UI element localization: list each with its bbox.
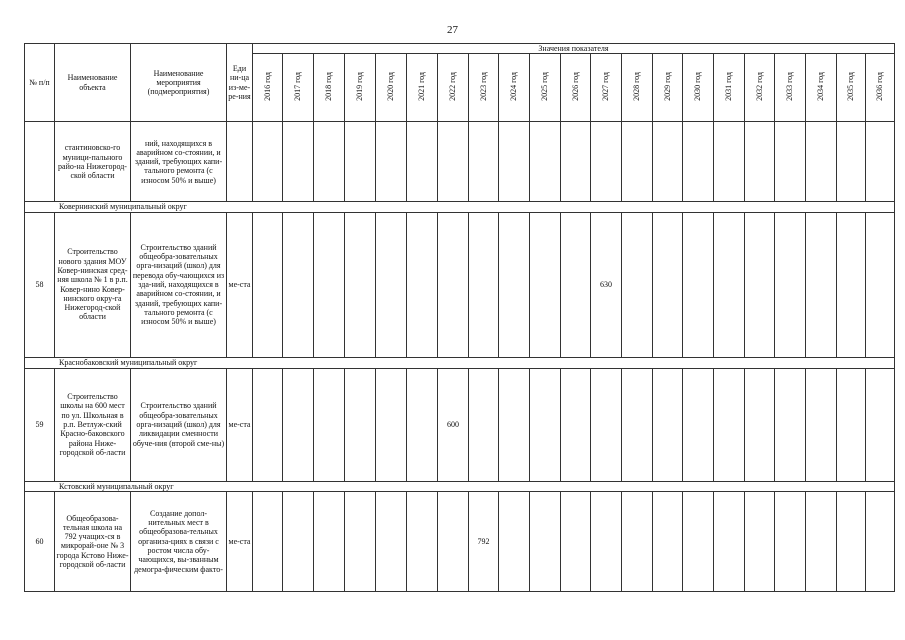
cell-year-value <box>438 491 469 591</box>
cell-year-value: 792 <box>469 491 499 591</box>
header-year: 2018 год <box>314 54 345 122</box>
cell-year-value <box>591 491 622 591</box>
cell-year-value <box>622 491 653 591</box>
cell-year-value <box>591 368 622 481</box>
cell-year-value <box>745 212 775 357</box>
cell-year-value <box>866 368 895 481</box>
cell-year-value <box>469 212 499 357</box>
cell-year-value <box>561 212 591 357</box>
header-year: 2024 год <box>499 54 530 122</box>
cell-unit: ме-ста <box>227 491 253 591</box>
indicator-table <box>24 43 895 592</box>
cell-year-value <box>345 491 376 591</box>
table-row <box>25 491 895 591</box>
cell-year-value <box>407 122 438 202</box>
cell-year-value <box>530 122 561 202</box>
cell-year-value <box>438 122 469 202</box>
section-title: Ковернинский муниципальный округ <box>25 202 895 212</box>
cell-event: Строительство зданий общеобра-зовательных орга-низаций (школ) для ликвидации сменности обуче-ния (второй сме-ны) <box>131 368 227 481</box>
cell-year-value <box>314 212 345 357</box>
cell-year-value <box>806 212 837 357</box>
header-year: 2029 год <box>653 54 683 122</box>
header-year: 2022 год <box>438 54 469 122</box>
cell-year-value <box>314 368 345 481</box>
section-title: Кстовский муниципальный округ <box>25 481 895 491</box>
section-row <box>25 202 895 212</box>
cell-year-value <box>407 491 438 591</box>
header-year: 2020 год <box>376 54 407 122</box>
cell-year-value <box>775 122 806 202</box>
section-title: Краснобаковский муниципальный округ <box>25 357 895 368</box>
cell-year-value <box>407 212 438 357</box>
cell-year-value: 630 <box>591 212 622 357</box>
cell-year-value <box>806 122 837 202</box>
header-year: 2025 год <box>530 54 561 122</box>
section-row <box>25 357 895 368</box>
cell-year-value <box>253 368 283 481</box>
table-row <box>25 212 895 357</box>
cell-year-value <box>775 212 806 357</box>
cell-year-value <box>314 491 345 591</box>
header-year: 2023 год <box>469 54 499 122</box>
cell-year-value <box>714 491 745 591</box>
cell-year-value <box>376 491 407 591</box>
cell-year-value <box>653 122 683 202</box>
cell-year-value <box>745 122 775 202</box>
header-year: 2036 год <box>866 54 895 122</box>
header-values-group: Значения показателя <box>253 44 895 54</box>
header-year: 2034 год <box>806 54 837 122</box>
cell-year-value <box>376 212 407 357</box>
cell-year-value <box>653 212 683 357</box>
cell-object: Строительство школы на 600 мест по ул. Школьная в р.п. Ветлуж-ский Красно-баковского района Ниже-городской об-ласти <box>55 368 131 481</box>
cell-event: Строительство зданий общеобра-зовательных орга-низаций (школ) для перевода обу-чающихся из зда-ний, находящихся в аварийном со-стоянии, и зданий, требующих капи-тального ремонта (с износом 50% и выше) <box>131 212 227 357</box>
cell-object: Общеобразова-тельная школа на 792 учащих-ся в микрорай-оне № 3 города Кстово Ниже-городской об-ласти <box>55 491 131 591</box>
cell-year-value <box>683 212 714 357</box>
cell-year-value <box>837 122 866 202</box>
cell-year-value <box>438 212 469 357</box>
cell-year-value <box>283 122 314 202</box>
cell-year-value <box>683 122 714 202</box>
header-year: 2031 год <box>714 54 745 122</box>
cell-event: ний, находящихся в аварийном со-стоянии, и зданий, требующих капи-тального ремонта (с износом 50% и выше) <box>131 122 227 202</box>
header-event: Наименование мероприятия (подмероприятия) <box>131 44 227 122</box>
cell-year-value <box>622 122 653 202</box>
header-year: 2021 год <box>407 54 438 122</box>
cell-year-value <box>345 212 376 357</box>
header-unit: Еди ни-ца из-ме-ре-ния <box>227 44 253 122</box>
cell-year-value <box>837 212 866 357</box>
header-year: 2016 год <box>253 54 283 122</box>
section-row <box>25 481 895 491</box>
cell-year-value <box>499 212 530 357</box>
cell-num: 58 <box>25 212 55 357</box>
cell-year-value <box>866 122 895 202</box>
header-year: 2030 год <box>683 54 714 122</box>
cell-num: 60 <box>25 491 55 591</box>
cell-year-value <box>683 491 714 591</box>
table-row <box>25 368 895 481</box>
header-year: 2026 год <box>561 54 591 122</box>
cell-event: Создание допол-нительных мест в общеобразова-тельных организа-циях в связи с ростом числа обу-чающихся, вы-званным демогра-фическим факто- <box>131 491 227 591</box>
header-year: 2032 год <box>745 54 775 122</box>
cell-year-value <box>530 368 561 481</box>
cell-year-value <box>499 368 530 481</box>
cell-object: Строительство нового здания МОУ Ковер-нинская сред-няя школа № 1 в р.п. Ковер-нино Ковер-нинского окру-га Нижегород-ской области <box>55 212 131 357</box>
header-year: 2019 год <box>345 54 376 122</box>
cell-year-value: 600 <box>438 368 469 481</box>
cell-year-value <box>469 368 499 481</box>
cell-year-value <box>253 491 283 591</box>
header-year: 2033 год <box>775 54 806 122</box>
header-year: 2028 год <box>622 54 653 122</box>
cell-year-value <box>622 212 653 357</box>
cell-year-value <box>806 368 837 481</box>
cell-num: 59 <box>25 368 55 481</box>
cell-year-value <box>653 368 683 481</box>
table-row-continuation <box>25 122 895 202</box>
cell-year-value <box>561 368 591 481</box>
header-year: 2017 год <box>283 54 314 122</box>
cell-unit <box>227 122 253 202</box>
cell-year-value <box>745 368 775 481</box>
cell-year-value <box>283 368 314 481</box>
cell-year-value <box>530 212 561 357</box>
cell-year-value <box>407 368 438 481</box>
page-number: 27 <box>447 24 458 36</box>
cell-year-value <box>499 122 530 202</box>
header-year: 2027 год <box>591 54 622 122</box>
cell-year-value <box>345 368 376 481</box>
cell-year-value <box>683 368 714 481</box>
cell-num <box>25 122 55 202</box>
cell-year-value <box>499 491 530 591</box>
cell-year-value <box>837 368 866 481</box>
cell-year-value <box>253 212 283 357</box>
cell-year-value <box>561 491 591 591</box>
cell-year-value <box>775 491 806 591</box>
cell-year-value <box>376 368 407 481</box>
cell-year-value <box>714 122 745 202</box>
cell-year-value <box>866 491 895 591</box>
cell-year-value <box>561 122 591 202</box>
cell-year-value <box>806 491 837 591</box>
cell-year-value <box>745 491 775 591</box>
cell-year-value <box>314 122 345 202</box>
cell-year-value <box>714 368 745 481</box>
cell-year-value <box>345 122 376 202</box>
cell-year-value <box>376 122 407 202</box>
cell-year-value <box>530 491 561 591</box>
cell-year-value <box>653 491 683 591</box>
cell-year-value <box>866 212 895 357</box>
cell-unit: ме-ста <box>227 212 253 357</box>
cell-year-value <box>283 212 314 357</box>
cell-year-value <box>775 368 806 481</box>
cell-unit: ме-ста <box>227 368 253 481</box>
cell-year-value <box>469 122 499 202</box>
cell-year-value <box>283 491 314 591</box>
cell-object: стантиновско-го муници-пального райо-на Нижегород-ской области <box>55 122 131 202</box>
header-num: № п/п <box>25 44 55 122</box>
cell-year-value <box>591 122 622 202</box>
header-object: Наименование объекта <box>55 44 131 122</box>
cell-year-value <box>837 491 866 591</box>
header-year: 2035 год <box>837 54 866 122</box>
cell-year-value <box>714 212 745 357</box>
cell-year-value <box>622 368 653 481</box>
cell-year-value <box>253 122 283 202</box>
